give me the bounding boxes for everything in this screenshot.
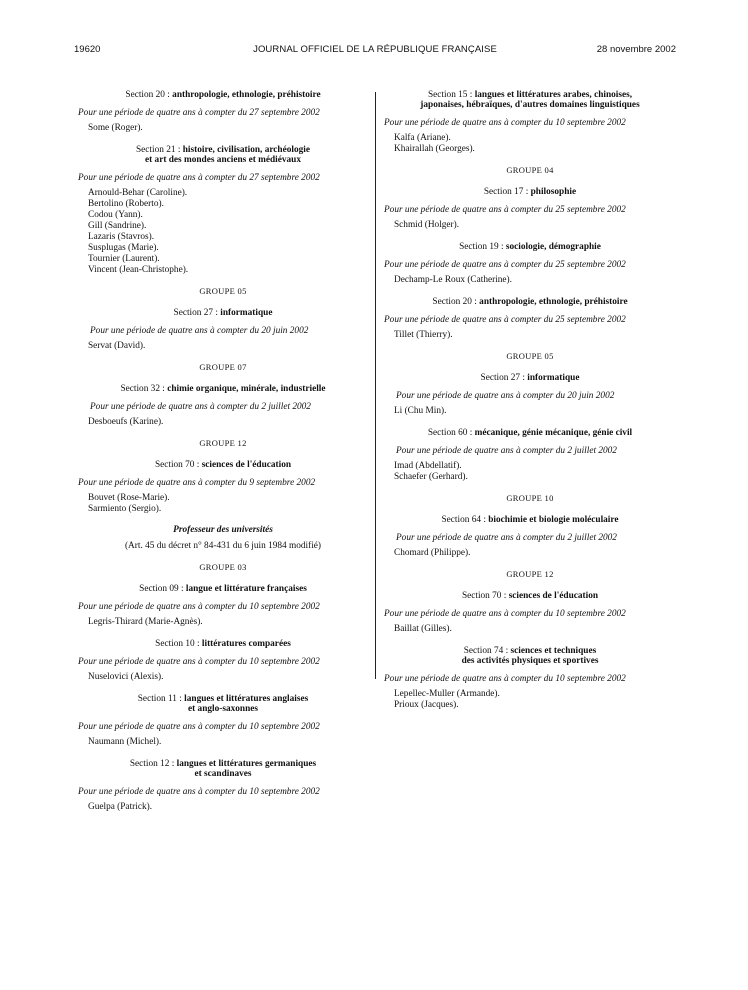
appointee-list (78, 188, 368, 276)
section-heading-line (384, 428, 676, 439)
appointment-period: Pour une période de quatre ans à compter du 10 septembre 2002 (384, 609, 626, 619)
section-heading-line (78, 308, 368, 319)
appointee-name: Servat (David). (88, 341, 146, 351)
section-heading (78, 90, 368, 101)
appointment-period: Pour une période de quatre ans à compter du 9 septembre 2002 (78, 478, 316, 488)
section-heading (78, 384, 368, 395)
section-number: Section 70 : (154, 460, 202, 470)
section-number: Section 27 : (173, 308, 221, 318)
section-number: Section 74 : (463, 646, 511, 656)
journal-title: JOURNAL OFFICIEL DE LA RÉPUBLIQUE FRANÇAISE (253, 44, 497, 55)
appointee-name: Arnould-Behar (Caroline). (88, 188, 188, 198)
appointment-period: Pour une période de quatre ans à compter du 25 septembre 2002 (384, 315, 626, 325)
appointee-name: Bouvet (Rose-Marie). (88, 493, 170, 503)
section-name-continued: japonaises, hébraïques, d'autres domaines linguistiques (420, 100, 640, 110)
section-heading (384, 242, 676, 253)
section-number: Section 09 : (139, 584, 186, 594)
section-number: Section 20 : (125, 90, 173, 100)
section-heading (78, 694, 368, 715)
appointee-list (78, 672, 368, 683)
section-name-continued: et anglo-saxonnes (188, 704, 258, 714)
group-heading: GROUPE 10 (506, 493, 554, 503)
section-name: anthropologie, ethnologie, préhistoire (479, 297, 628, 307)
section-name-continued: des activités physiques et sportives (461, 656, 599, 666)
section-number: Section 20 : (432, 297, 480, 307)
appointee-name: Naumann (Michel). (88, 737, 162, 747)
section-number: Section 15 : (427, 90, 475, 100)
section-number: Section 19 : (459, 242, 506, 252)
section-heading (384, 90, 676, 111)
appointee-list (384, 689, 676, 711)
group-heading: GROUPE 03 (199, 562, 247, 572)
appointee-name: Bertolino (Roberto). (88, 199, 164, 209)
group-heading: GROUPE 12 (506, 569, 554, 579)
appointment-period: Pour une période de quatre ans à compter du 10 septembre 2002 (78, 722, 320, 732)
section-heading-line (78, 639, 368, 650)
appointee-name: Vincent (Jean-Christophe). (88, 265, 189, 275)
section-heading-line (78, 460, 368, 471)
appointee-list (384, 548, 676, 559)
appointee-list (384, 406, 676, 417)
group-heading: GROUPE 05 (199, 286, 247, 296)
section-heading-line (384, 373, 676, 384)
appointee-name: Sarmiento (Sergio). (88, 504, 162, 514)
section-number: Section 27 : (480, 373, 528, 383)
column-divider (375, 92, 376, 679)
appointee-list (384, 624, 676, 635)
section-number: Section 32 : (120, 384, 168, 394)
appointment-period: Pour une période de quatre ans à compter du 10 septembre 2002 (78, 602, 320, 612)
appointment-period: Pour une période de quatre ans à compter du 20 juin 2002 (396, 391, 615, 401)
appointment-period: Pour une période de quatre ans à compter du 10 septembre 2002 (384, 118, 626, 128)
appointee-list (384, 275, 676, 286)
right-column (384, 90, 676, 711)
section-name: sociologie, démographie (505, 242, 601, 252)
appointment-period: Pour une période de quatre ans à compter du 25 septembre 2002 (384, 260, 626, 270)
section-number: Section 10 : (155, 639, 202, 649)
section-number: Section 64 : (441, 515, 489, 525)
section-heading (78, 145, 368, 166)
section-heading (78, 584, 368, 595)
appointment-period: Pour une période de quatre ans à compter du 10 septembre 2002 (384, 674, 626, 684)
section-name-continued: et scandinaves (194, 769, 252, 779)
appointee-name: Lazaris (Stavros). (88, 232, 155, 242)
appointee-name: Schaefer (Gerhard). (394, 472, 468, 482)
section-name: informatique (220, 308, 273, 318)
section-number: Section 17 : (483, 187, 531, 197)
section-heading (78, 639, 368, 650)
appointee-name: Tournier (Laurent). (88, 254, 160, 264)
appointment-period: Pour une période de quatre ans à compter du 2 juillet 2002 (90, 402, 311, 412)
appointee-name: Some (Roger). (88, 123, 143, 133)
appointee-list (384, 461, 676, 483)
rank-heading: Professeur des universités (173, 525, 273, 535)
appointee-list (78, 802, 368, 813)
left-column (78, 90, 368, 813)
section-heading (384, 515, 676, 526)
section-heading-line (78, 384, 368, 395)
section-name: biochimie et biologie moléculaire (488, 515, 619, 525)
section-number: Section 60 : (427, 428, 475, 438)
section-heading-line (384, 297, 676, 308)
appointee-name: Baillat (Gilles). (394, 624, 452, 634)
section-heading (384, 591, 676, 602)
appointee-list (78, 737, 368, 748)
section-name: sciences de l'éducation (201, 460, 292, 470)
section-name: philosophie (530, 187, 577, 197)
publication-date: 28 novembre 2002 (596, 44, 676, 55)
section-heading (384, 373, 676, 384)
appointment-period: Pour une période de quatre ans à compter du 27 septembre 2002 (78, 108, 320, 118)
appointee-name: Desboeufs (Karine). (88, 417, 164, 427)
appointment-period: Pour une période de quatre ans à compter du 10 septembre 2002 (78, 787, 320, 797)
section-name: langues et littératures anglaises (184, 694, 309, 704)
appointee-name: Susplugas (Marie). (88, 243, 159, 253)
section-name: littératures comparées (201, 639, 291, 649)
appointment-period: Pour une période de quatre ans à compter du 2 juillet 2002 (396, 533, 617, 543)
section-number: Section 11 : (137, 694, 185, 704)
section-name: mécanique, génie mécanique, génie civil (474, 428, 633, 438)
appointee-list (78, 617, 368, 628)
appointment-period: Pour une période de quatre ans à compter du 10 septembre 2002 (78, 657, 320, 667)
appointment-period: Pour une période de quatre ans à compter du 27 septembre 2002 (78, 173, 320, 183)
section-heading (384, 187, 676, 198)
appointee-name: Dechamp-Le Roux (Catherine). (394, 275, 512, 285)
section-name: informatique (527, 373, 580, 383)
section-heading-line (78, 584, 368, 595)
appointment-period: Pour une période de quatre ans à compter du 20 juin 2002 (90, 326, 309, 336)
section-number: Section 70 : (461, 591, 509, 601)
section-heading (384, 428, 676, 439)
appointee-name: Tillet (Thierry). (394, 330, 453, 340)
section-heading-line (384, 515, 676, 526)
section-name: anthropologie, ethnologie, préhistoire (172, 90, 321, 100)
section-heading (78, 308, 368, 319)
appointee-name: Lepellec-Muller (Armande). (394, 689, 500, 699)
page-number: 19620 (74, 44, 101, 55)
appointee-name: Schmid (Holger). (394, 220, 460, 230)
section-heading-line (384, 187, 676, 198)
appointee-name: Imad (Abdellatif). (394, 461, 462, 471)
section-heading (78, 759, 368, 780)
appointee-name: Nuselovici (Alexis). (88, 672, 164, 682)
section-heading (78, 460, 368, 471)
section-heading-line (78, 90, 368, 101)
section-heading (384, 297, 676, 308)
appointee-name: Guelpa (Patrick). (88, 802, 153, 812)
section-heading-line (384, 591, 676, 602)
appointee-list (78, 123, 368, 134)
appointment-period: Pour une période de quatre ans à compter du 2 juillet 2002 (396, 446, 617, 456)
section-name: sciences et techniques (510, 646, 597, 656)
section-name: langues et littératures arabes, chinoises, (474, 90, 633, 100)
section-name: histoire, civilisation, archéologie (182, 145, 310, 155)
group-heading: GROUPE 05 (506, 351, 554, 361)
appointee-name: Legris-Thirard (Marie-Agnès). (88, 617, 203, 627)
appointee-list (78, 417, 368, 428)
group-heading: GROUPE 07 (199, 362, 247, 372)
legal-reference: (Art. 45 du décret n° 84-431 du 6 juin 1984 modifié) (124, 541, 322, 551)
appointment-period: Pour une période de quatre ans à compter du 25 septembre 2002 (384, 205, 626, 215)
group-heading: GROUPE 04 (506, 165, 554, 175)
appointee-list (78, 341, 368, 352)
appointee-name: Gill (Sandrine). (88, 221, 147, 231)
section-name: langues et littératures germaniques (176, 759, 317, 769)
appointee-list (384, 133, 676, 155)
section-number: Section 12 : (129, 759, 177, 769)
section-heading-line (384, 242, 676, 253)
section-name: langue et littérature françaises (185, 584, 307, 594)
appointee-name: Codou (Yann). (88, 210, 143, 220)
appointee-name: Kalfa (Ariane). (394, 133, 451, 143)
appointee-list (384, 330, 676, 341)
appointee-name: Prioux (Jacques). (394, 700, 459, 710)
page-header (74, 44, 676, 58)
appointee-list (78, 493, 368, 515)
appointee-list (384, 220, 676, 231)
section-name-continued: et art des mondes anciens et médiévaux (145, 155, 301, 165)
section-heading (384, 646, 676, 667)
appointee-name: Khairallah (Georges). (394, 144, 475, 154)
section-number: Section 21 : (136, 145, 183, 155)
appointee-name: Chomard (Philippe). (394, 548, 471, 558)
appointee-name: Li (Chu Min). (394, 406, 447, 416)
section-name: sciences de l'éducation (508, 591, 599, 601)
group-heading: GROUPE 12 (199, 438, 247, 448)
section-name: chimie organique, minérale, industrielle (167, 384, 326, 394)
